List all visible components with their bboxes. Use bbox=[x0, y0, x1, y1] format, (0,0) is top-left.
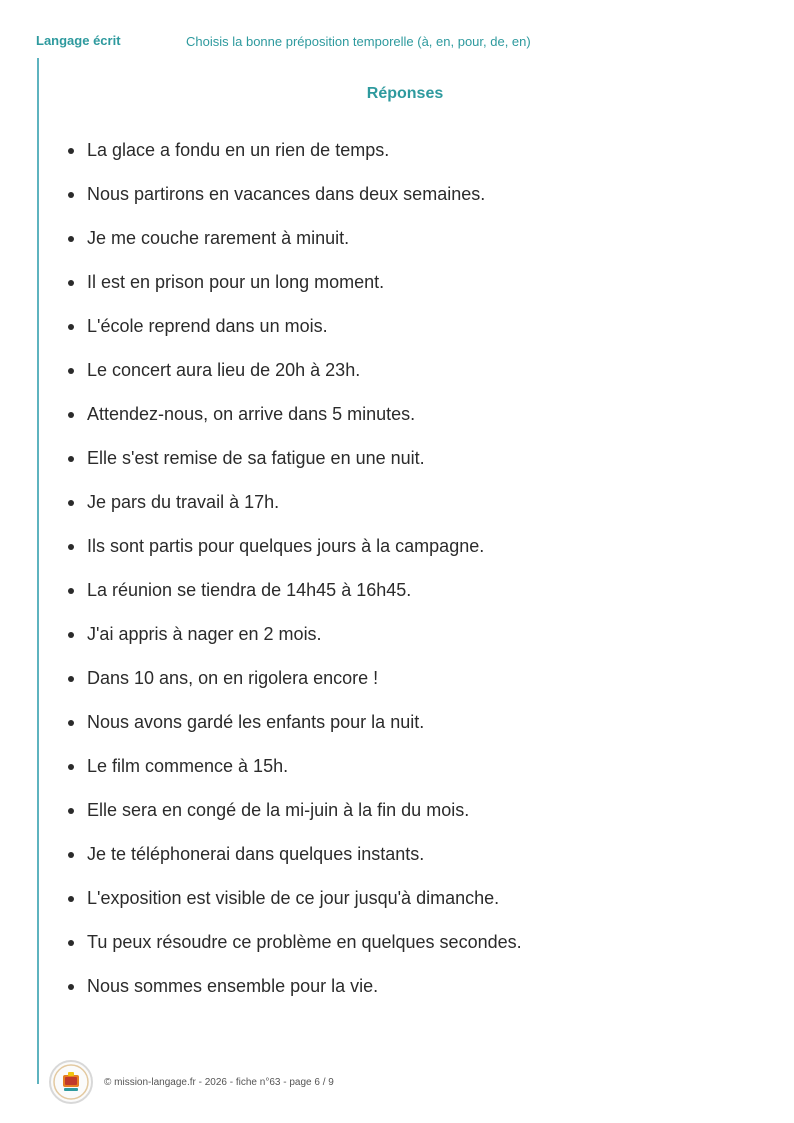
answer-text: J'ai appris à nager en 2 mois. bbox=[87, 624, 322, 644]
answer-text: Le film commence à 15h. bbox=[87, 756, 289, 776]
answer-text: Elle sera en congé de la mi-juin à la fin du mois. bbox=[87, 800, 470, 820]
answer-text: Il est en prison pour un long moment. bbox=[87, 272, 385, 292]
bullet-icon bbox=[68, 280, 74, 286]
footer-copyright: © mission-langage.fr - 2026 - fiche n°63 - page 6 / 9 bbox=[104, 1077, 334, 1088]
answer-text: Je pars du travail à 17h. bbox=[87, 492, 280, 512]
answer-text: Ils sont partis pour quelques jours à la campagne. bbox=[87, 536, 485, 556]
bullet-icon bbox=[68, 940, 74, 946]
answer-text: Le concert aura lieu de 20h à 23h. bbox=[87, 360, 361, 380]
bullet-icon bbox=[68, 588, 74, 594]
answer-text: La glace a fondu en un rien de temps. bbox=[87, 140, 390, 160]
bullet-icon bbox=[68, 764, 74, 770]
answer-text: Attendez-nous, on arrive dans 5 minutes. bbox=[87, 404, 416, 424]
answer-text: Elle s'est remise de sa fatigue en une nuit. bbox=[87, 448, 425, 468]
bullet-icon bbox=[68, 720, 74, 726]
header-instruction: Choisis la bonne préposition temporelle (à, en, pour, de, en) bbox=[186, 34, 531, 49]
answer-text: La réunion se tiendra de 14h45 à 16h45. bbox=[87, 580, 412, 600]
answer-text: Nous partirons en vacances dans deux semaines. bbox=[87, 184, 486, 204]
bullet-icon bbox=[68, 808, 74, 814]
logo-artwork bbox=[51, 1062, 91, 1102]
answer-text: Je me couche rarement à minuit. bbox=[87, 228, 350, 248]
bullet-icon bbox=[68, 368, 74, 374]
bullet-icon bbox=[68, 852, 74, 858]
bullet-icon bbox=[68, 544, 74, 550]
bullet-icon bbox=[68, 456, 74, 462]
answer-text: Nous avons gardé les enfants pour la nuit. bbox=[87, 712, 425, 732]
header-category: Langage écrit bbox=[36, 33, 121, 48]
answer-text: Je te téléphonerai dans quelques instants. bbox=[87, 844, 425, 864]
bullet-icon bbox=[68, 632, 74, 638]
bullet-icon bbox=[68, 192, 74, 198]
left-margin-rule bbox=[37, 58, 39, 1084]
mission-langage-logo-icon bbox=[49, 1060, 93, 1104]
answer-text: L'école reprend dans un mois. bbox=[87, 316, 328, 336]
bullet-icon bbox=[68, 896, 74, 902]
bullet-icon bbox=[68, 412, 74, 418]
bullet-icon bbox=[68, 500, 74, 506]
bullet-icon bbox=[68, 236, 74, 242]
bullet-icon bbox=[68, 324, 74, 330]
bullet-icon bbox=[68, 148, 74, 154]
section-title: Réponses bbox=[366, 85, 444, 102]
answer-text: Nous sommes ensemble pour la vie. bbox=[87, 976, 379, 996]
answer-text: Dans 10 ans, on en rigolera encore ! bbox=[87, 668, 379, 688]
answer-text: Tu peux résoudre ce problème en quelques secondes. bbox=[87, 932, 522, 952]
bullet-icon bbox=[68, 984, 74, 990]
answer-text: L'exposition est visible de ce jour jusqu'à dimanche. bbox=[87, 888, 500, 908]
bullet-icon bbox=[68, 676, 74, 682]
